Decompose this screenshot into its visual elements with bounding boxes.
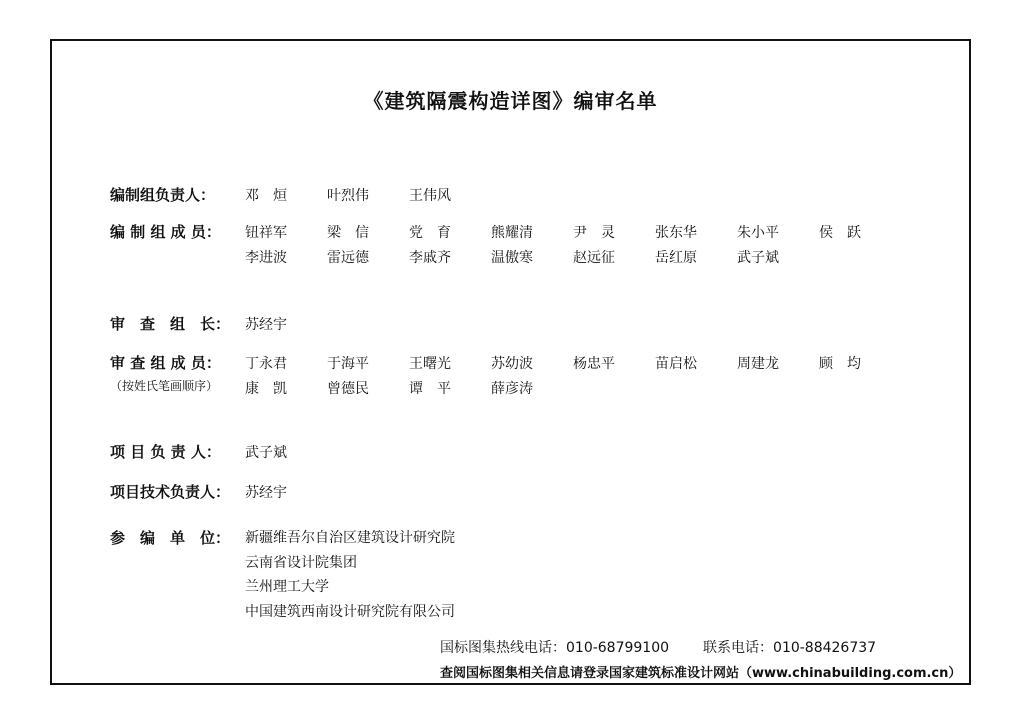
person-name: 曾德民 — [327, 381, 369, 397]
participants-list — [245, 527, 455, 625]
review-members-names — [245, 353, 901, 403]
person-name: 党 育 — [409, 225, 451, 241]
person-name: 王伟风 — [409, 188, 451, 204]
hotline-line — [440, 637, 876, 657]
review-lead-label: 审 查 组 长： — [110, 315, 231, 333]
person-name: 周建龙 — [737, 356, 779, 372]
hotline-text: 国标图集热线电话：010-68799100 — [440, 640, 670, 656]
participants-label: 参 编 单 位： — [110, 529, 231, 547]
person-name: 雷远德 — [327, 250, 369, 266]
person-name: 丁永君 — [245, 356, 287, 372]
person-name: 谭 平 — [409, 381, 451, 397]
person-name: 叶烈伟 — [327, 188, 369, 204]
compile-lead-label: 编制组负责人： — [110, 186, 216, 204]
person-name: 温傲寒 — [491, 250, 533, 266]
organization-name: 新疆维吾尔自治区建筑设计研究院 — [245, 530, 455, 546]
person-name: 赵远征 — [573, 250, 615, 266]
person-name: 熊耀清 — [491, 225, 533, 241]
page-frame — [50, 39, 971, 685]
person-name: 苏经宇 — [245, 485, 287, 501]
compile-members-names — [245, 222, 901, 272]
person-name: 薛彦涛 — [491, 381, 533, 397]
person-name: 梁 信 — [327, 225, 369, 241]
person-name: 武子斌 — [245, 445, 287, 461]
person-name: 苗启松 — [655, 356, 697, 372]
person-name: 杨忠平 — [573, 356, 615, 372]
organization-name: 云南省设计院集团 — [245, 554, 357, 571]
person-name: 武子斌 — [737, 250, 779, 266]
person-name: 侯 跃 — [819, 225, 861, 241]
person-name: 钮祥军 — [245, 225, 287, 241]
person-name: 李戚齐 — [409, 250, 451, 266]
person-name: 李进波 — [245, 250, 287, 266]
person-name: 尹 灵 — [573, 225, 615, 241]
review-members-label: 审 查 组 成 员： — [110, 354, 221, 372]
page-title: 《建筑隔震构造详图》编审名单 — [363, 89, 658, 113]
review-lead-names — [245, 314, 327, 339]
project-lead-names — [245, 442, 327, 467]
compile-lead-names — [245, 185, 491, 210]
person-name: 于海平 — [327, 356, 369, 372]
person-name: 苏经宇 — [245, 317, 287, 333]
compile-members-label: 编 制 组 成 员： — [110, 223, 221, 241]
person-name: 张东华 — [655, 225, 697, 241]
organization-name: 兰州理工大学 — [245, 579, 329, 595]
project-lead-label: 项 目 负 责 人： — [110, 443, 221, 461]
tech-lead-names — [245, 482, 327, 507]
contact-text: 联系电话：010-88426737 — [703, 640, 877, 656]
website-notice: 查阅国标图集相关信息请登录国家建筑标准设计网站（www.chinabuilding.com.cn） — [440, 666, 962, 681]
person-name: 顾 均 — [819, 356, 861, 372]
organization-name: 中国建筑西南设计研究院有限公司 — [245, 603, 455, 620]
person-name: 朱小平 — [737, 225, 779, 241]
person-name: 王曙光 — [409, 356, 451, 372]
person-name: 岳红原 — [655, 250, 697, 266]
person-name: 苏幼波 — [491, 356, 533, 372]
tech-lead-label: 项目技术负责人： — [110, 483, 231, 501]
review-members-note: （按姓氏笔画顺序） — [110, 379, 219, 393]
person-name: 康 凯 — [245, 381, 287, 397]
person-name: 邓 烜 — [245, 188, 287, 204]
